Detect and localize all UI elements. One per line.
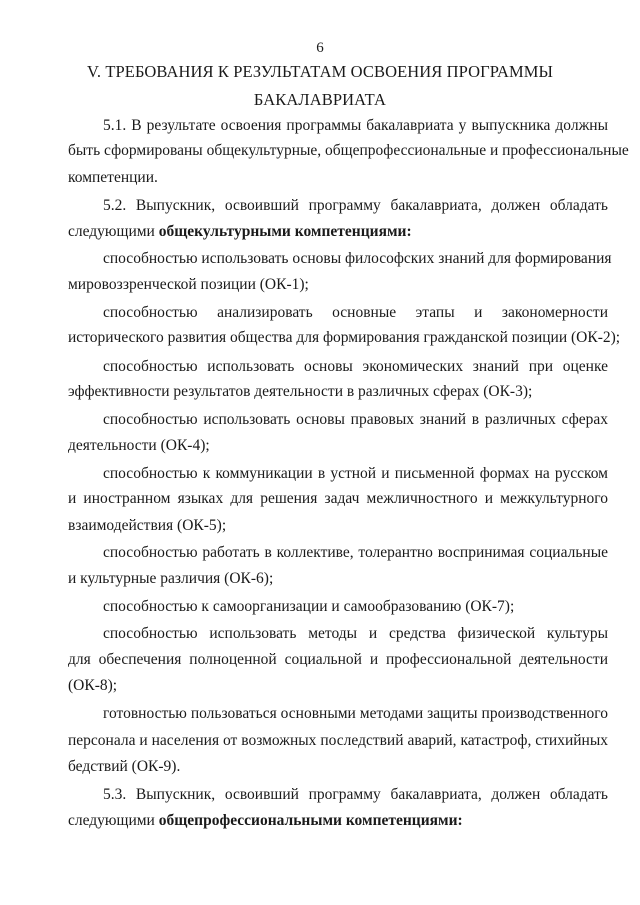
paragraph-line: быть сформированы общекультурные, общепрофессиональные и профессиональные bbox=[68, 142, 629, 159]
paragraph-line bbox=[68, 222, 608, 242]
list-item-line: способностью к коммуникации в устной и письменной формах на русском bbox=[103, 465, 608, 482]
section-heading-line-1: V. ТРЕБОВАНИЯ К РЕЗУЛЬТАТАМ ОСВОЕНИЯ ПРОГРАММЫ bbox=[86, 62, 554, 81]
paragraph-line: 5.1. В результате освоения программы бакалавриата у выпускника должны bbox=[103, 117, 608, 134]
bold-term: общепрофессиональными компетенциями: bbox=[158, 812, 463, 829]
list-item-line: готовностью пользоваться основными методами защиты производственного bbox=[103, 705, 608, 722]
paragraph-line: 5.2. Выпускник, освоивший программу бакалавриата, должен обладать bbox=[103, 197, 608, 214]
list-item-line: мировоззренческой позиции (ОК-1); bbox=[68, 276, 309, 293]
list-item-line: способностью использовать основы правовых знаний в различных сферах bbox=[103, 411, 608, 428]
list-item-line: (ОК-8); bbox=[68, 677, 118, 694]
list-item-line: способностью использовать основы философских знаний для формирования bbox=[103, 250, 612, 267]
list-item-line: и иностранном языках для решения задач межличностного и межкультурного bbox=[68, 490, 608, 507]
list-item-line: исторического развития общества для формирования гражданской позиции (ОК-2); bbox=[68, 329, 621, 346]
text-run: следующими bbox=[68, 223, 159, 240]
section-heading-line-2: БАКАЛАВРИАТА bbox=[253, 90, 387, 109]
list-item-line: бедствий (ОК-9). bbox=[68, 758, 181, 775]
page-number: 6 bbox=[316, 40, 324, 56]
paragraph-line: компетенции. bbox=[68, 169, 158, 186]
list-item-line: персонала и населения от возможных последствий аварий, катастроф, стихийных bbox=[68, 732, 608, 749]
text-run: следующими bbox=[68, 812, 159, 829]
list-item-line: эффективности результатов деятельности в различных сферах (ОК-3); bbox=[68, 383, 533, 400]
list-item-line: и культурные различия (ОК-6); bbox=[68, 570, 274, 587]
paragraph-line bbox=[68, 811, 608, 831]
list-item-line: способностью к самоорганизации и самообразованию (ОК-7); bbox=[103, 598, 515, 615]
list-item-line: способностью использовать методы и средства физической культуры bbox=[103, 625, 608, 642]
list-item-line: способностью анализировать основные этапы и закономерности bbox=[103, 304, 608, 321]
list-item-line: для обеспечения полноценной социальной и профессиональной деятельности bbox=[68, 651, 608, 668]
list-item-line: деятельности (ОК-4); bbox=[68, 437, 210, 454]
list-item-line: способностью работать в коллективе, толерантно воспринимая социальные bbox=[103, 544, 608, 561]
paragraph-line: 5.3. Выпускник, освоивший программу бакалавриата, должен обладать bbox=[103, 786, 608, 803]
list-item-line: способностью использовать основы экономических знаний при оценке bbox=[103, 358, 608, 375]
list-item-line: взаимодействия (ОК-5); bbox=[68, 517, 227, 534]
bold-term: общекультурными компетенциями: bbox=[158, 223, 412, 240]
